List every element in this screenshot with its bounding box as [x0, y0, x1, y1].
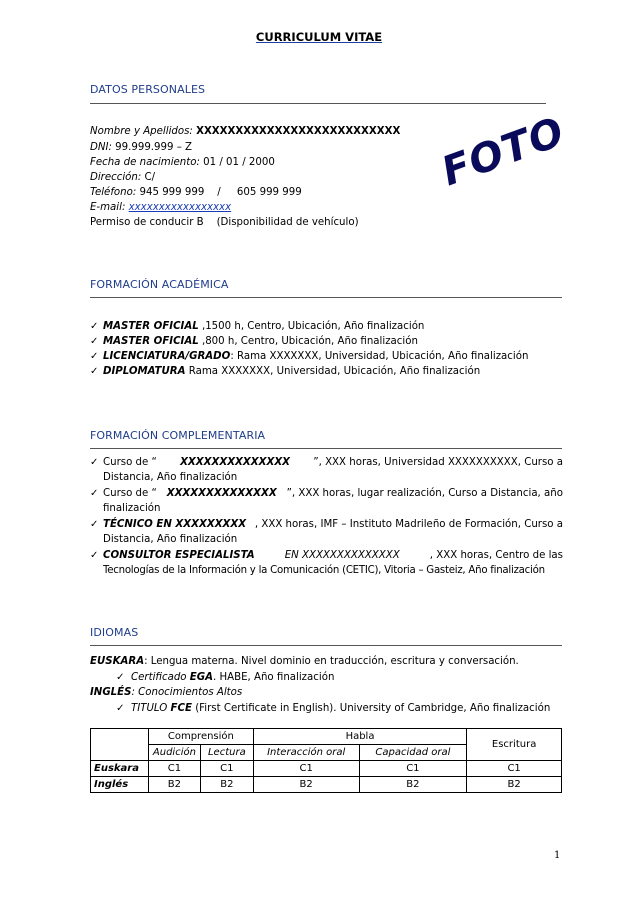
- name-line: Nombre y Apellidos: XXXXXXXXXXXXXXXXXXXXXXXXXX: [90, 126, 401, 137]
- email-label: E-mail: [90, 202, 122, 213]
- phone-label: Teléfono: [90, 187, 133, 198]
- address-label: Dirección: [90, 172, 138, 183]
- email-link[interactable]: xxxxxxxxxxxxxxxxx: [128, 202, 232, 213]
- name-label: Nombre y Apellidos: [90, 126, 190, 137]
- header-comprension: Comprensión: [148, 729, 253, 745]
- header-audicion: Audición: [148, 745, 200, 761]
- dni-label: DNI: [90, 142, 109, 153]
- birth-label: Fecha de nacimiento: [90, 157, 197, 168]
- table-row: Euskara C1 C1 C1 C1 C1: [91, 761, 562, 777]
- section-rule-complementary: [90, 448, 562, 449]
- euskara-line: EUSKARA: Lengua materna. Nivel dominio en traducción, escritura y conversación.: [90, 656, 519, 667]
- dni-value: 99.999.999 – Z: [115, 142, 193, 153]
- checkmark-icon: ✓: [90, 550, 99, 561]
- document-title: CURRICULUM VITAE: [255, 30, 383, 44]
- section-heading-languages: IDIOMAS: [90, 626, 139, 639]
- email-line: E-mail: xxxxxxxxxxxxxxxxx: [90, 202, 232, 213]
- section-heading-personal: DATOS PERSONALES: [90, 83, 206, 96]
- euskara-label: EUSKARA: [90, 656, 145, 667]
- header-escritura: Escritura: [467, 729, 562, 761]
- table-corner-cell: [91, 729, 149, 761]
- phone-value: 945 999 999 / 605 999 999: [139, 187, 302, 198]
- header-capacidad: Capacidad oral: [359, 745, 467, 761]
- checkmark-icon: ✓: [90, 457, 99, 468]
- header-lectura: Lectura: [200, 745, 253, 761]
- photo-placeholder: FOTO: [435, 108, 571, 196]
- name-value: XXXXXXXXXXXXXXXXXXXXXXXXXX: [196, 126, 401, 137]
- section-heading-academic: FORMACIÓN ACADÉMICA: [90, 278, 229, 291]
- checkmark-icon: ✓: [90, 321, 99, 332]
- checkmark-icon: ✓: [90, 366, 99, 377]
- ingles-label: INGLÉS: [90, 687, 132, 698]
- checkmark-icon: ✓: [116, 672, 132, 683]
- checkmark-icon: ✓: [90, 488, 99, 499]
- checkmark-icon: ✓: [116, 703, 132, 714]
- license-line: Permiso de conducir B (Disponibilidad de vehículo): [90, 217, 359, 228]
- section-heading-complementary: FORMACIÓN COMPLEMENTARIA: [90, 429, 266, 442]
- page-number: 1: [554, 850, 561, 861]
- address-line: Dirección: C/: [90, 172, 156, 183]
- birth-value: 01 / 01 / 2000: [203, 157, 275, 168]
- phone-line: Teléfono: 945 999 999 / 605 999 999: [90, 187, 302, 198]
- document-page: CURRICULUM VITAE DATOS PERSONALES Nombre y Apellidos: XXXXXXXXXXXXXXXXXXXXXXXXXX DNI: 99.999.999 – Z Fecha de nacimiento: 01 / 01 / 2000 Dirección: C/ Teléfono: 945 999 999 / 605 999 999 E-mail: xxxxxxxxxxxxxxxxx Permiso de conducir B (Disponibilidad de vehículo) FOTO FORMACIÓN ACADÉMICA ✓ MASTER OFICIAL ,1500 h, Centro, Ubicación, Año finalización ✓ MASTER OFICIAL ,800 h, Centro, Ubicación, Año finalización ✓ LICENCIATURA/GRADO: Rama XXXXXXX, Universidad, Ubicación, Año finalización ✓ DIPLOMATURA Rama XXXXXXX, Universidad, Ubicación, Año finalización FORMACIÓN COMPLEMENTARIA ✓ Curso de “ XXXXXXXXXXXXXX ”, XXX horas, Universidad XXXXXXXXXX, Curso a Distancia, Año finalización ✓ Curso de “ XXXXXXXXXXXXXX ”, XXX horas, lugar realización, Curso a Distancia, año finalización ✓ TÉCNICO EN XXXXXXXXX , XXX horas, IMF – Instituto Madrileño de Formación, Curso a Distancia, Año finalización ✓ CONSULTOR ESPECIALISTA EN XXXXXXXXXXXXXX , XXX horas, Centro de las Tecnologías de la Información y la Comunicación (CETIC), Vitoria – Gasteiz, Año finalización IDIOMAS EUSKARA: Lengua materna. Nivel dominio en traducción, escritura y conversación. ✓ Certificado EGA. HABE, Año finalización INGLÉS: Conocimientos Altos ✓ TITULO FCE (First Certificate in English). University of Cambridge, Año finalización Comprensión Habla Escritura Audición Lectura Interacción oral Capacidad oral Euskara C1 C1 C1 C1 C1 Inglés B2 B2 B2 B2 B2 1: [0, 0, 638, 903]
- header-habla: Habla: [253, 729, 466, 745]
- section-rule-languages: [90, 645, 562, 646]
- address-value: C/: [144, 172, 156, 183]
- section-rule-academic: [90, 297, 562, 298]
- header-interaccion: Interacción oral: [253, 745, 359, 761]
- euskara-cert-line: ✓ Certificado EGA. HABE, Año finalización: [116, 672, 335, 683]
- ingles-cert-line: ✓ TITULO FCE (First Certificate in English). University of Cambridge, Año finalización: [116, 703, 551, 714]
- checkmark-icon: ✓: [90, 351, 99, 362]
- checkmark-icon: ✓: [90, 336, 99, 347]
- languages-table: [90, 728, 562, 793]
- dni-line: DNI: 99.999.999 – Z: [90, 142, 193, 153]
- section-rule-personal: [90, 103, 546, 104]
- ingles-line: INGLÉS: Conocimientos Altos: [90, 687, 243, 698]
- birth-line: Fecha de nacimiento: 01 / 01 / 2000: [90, 157, 275, 168]
- checkmark-icon: ✓: [90, 519, 99, 530]
- table-row: Inglés B2 B2 B2 B2 B2: [91, 777, 562, 793]
